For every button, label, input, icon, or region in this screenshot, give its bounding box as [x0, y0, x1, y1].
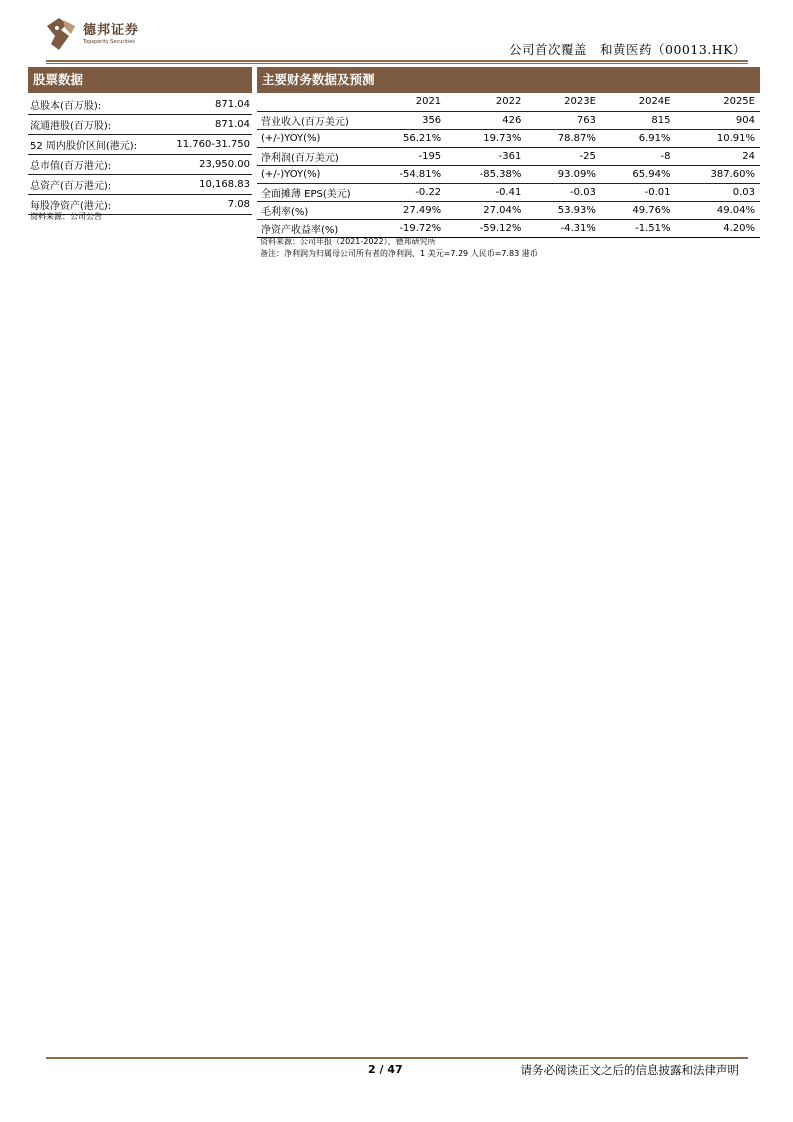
table-row: [28, 155, 252, 175]
stock-label: 总资产(百万港元):: [28, 175, 160, 195]
stock-data-table: [28, 95, 252, 215]
table-cell: 65.94%: [601, 166, 676, 184]
table-header-row: [257, 92, 760, 112]
table-cell: 356: [366, 112, 446, 130]
stock-value: 23,950.00: [160, 155, 252, 175]
table-cell: -59.12%: [446, 220, 526, 238]
row-label: (+/-)YOY(%): [257, 166, 366, 184]
table-row: [257, 220, 760, 238]
row-label: 全面摊薄 EPS(美元): [257, 184, 366, 202]
table-cell: 19.73%: [446, 130, 526, 148]
table-cell: -4.31%: [526, 220, 601, 238]
table-cell: -1.51%: [601, 220, 676, 238]
footer-divider: [46, 1057, 748, 1059]
column-header: 2023E: [526, 92, 601, 112]
table-cell: 49.04%: [676, 202, 761, 220]
table-cell: 78.87%: [526, 130, 601, 148]
stock-value: 11.760-31.750: [160, 135, 252, 155]
table-cell: -0.01: [601, 184, 676, 202]
table-cell: -54.81%: [366, 166, 446, 184]
table-cell: 10.91%: [676, 130, 761, 148]
stock-label: 流通港股(百万股):: [28, 115, 160, 135]
table-row: [28, 135, 252, 155]
table-cell: -0.03: [526, 184, 601, 202]
table-cell: -85.38%: [446, 166, 526, 184]
table-row: [257, 184, 760, 202]
stock-value: 7.08: [160, 195, 252, 215]
stock-value: 10,168.83: [160, 175, 252, 195]
stock-label: 总市值(百万港元):: [28, 155, 160, 175]
table-cell: 426: [446, 112, 526, 130]
table-cell: 93.09%: [526, 166, 601, 184]
table-cell: -0.41: [446, 184, 526, 202]
row-label: (+/-)YOY(%): [257, 130, 366, 148]
stock-label: 52 周内股价区间(港元):: [28, 135, 160, 155]
column-header: 2022: [446, 92, 526, 112]
brand-logo-icon: [45, 16, 79, 52]
table-cell: -195: [366, 148, 446, 166]
remark-line: 备注：净利润为归属母公司所有者的净利润，1 美元=7.29 人民币=7.83 港币: [260, 249, 538, 258]
report-title: 公司首次覆盖 和黄医药（00013.HK）: [509, 42, 746, 57]
stock-value: 871.04: [160, 95, 252, 115]
legal-disclaimer: 请务必阅读正文之后的信息披露和法律声明: [520, 1063, 739, 1077]
table-cell: 0.03: [676, 184, 761, 202]
table-row: [28, 95, 252, 115]
row-label: 营业收入(百万美元): [257, 112, 366, 130]
column-header: 2021: [366, 92, 446, 112]
table-cell: 27.49%: [366, 202, 446, 220]
table-row: [257, 166, 760, 184]
financial-source-note: [260, 236, 538, 260]
table-cell: -0.22: [366, 184, 446, 202]
table-cell: -8: [601, 148, 676, 166]
stock-data-heading: 股票数据: [28, 67, 252, 93]
column-header: 2025E: [676, 92, 761, 112]
table-row: [257, 148, 760, 166]
company-logo: [45, 16, 139, 52]
table-cell: 815: [601, 112, 676, 130]
financial-forecast-heading: 主要财务数据及预测: [257, 67, 760, 93]
table-cell: 387.60%: [676, 166, 761, 184]
table-cell: 763: [526, 112, 601, 130]
table-cell: 53.93%: [526, 202, 601, 220]
table-cell: 27.04%: [446, 202, 526, 220]
stock-value: 871.04: [160, 115, 252, 135]
table-cell: 24: [676, 148, 761, 166]
table-cell: 49.76%: [601, 202, 676, 220]
row-label: 毛利率(%): [257, 202, 366, 220]
column-header: [257, 92, 366, 112]
table-cell: 904: [676, 112, 761, 130]
logo-en-text: Topsperity Securities: [83, 38, 135, 45]
table-row: [257, 112, 760, 130]
header-divider-thin: [46, 63, 748, 64]
table-cell: 56.21%: [366, 130, 446, 148]
page-number: 2 / 47: [368, 1063, 403, 1076]
table-row: [28, 175, 252, 195]
header-divider: [46, 60, 748, 62]
stock-source-note: 资料来源：公司公告: [30, 212, 102, 221]
row-label: 净利润(百万美元): [257, 148, 366, 166]
column-header: 2024E: [601, 92, 676, 112]
logo-cn-text: 德邦证券: [83, 22, 140, 38]
table-cell: 6.91%: [601, 130, 676, 148]
financial-forecast-table: [257, 92, 760, 238]
table-row: [257, 130, 760, 148]
table-cell: -361: [446, 148, 526, 166]
source-line: 资料来源：公司年报（2021-2022），德邦研究所: [260, 237, 436, 246]
table-cell: -25: [526, 148, 601, 166]
table-cell: -19.72%: [366, 220, 446, 238]
table-row: [28, 115, 252, 135]
stock-label: 每股净资产(港元):: [28, 195, 160, 215]
stock-label: 总股本(百万股):: [28, 95, 160, 115]
table-row: [257, 202, 760, 220]
table-cell: 4.20%: [676, 220, 761, 238]
row-label: 净资产收益率(%): [257, 220, 366, 238]
